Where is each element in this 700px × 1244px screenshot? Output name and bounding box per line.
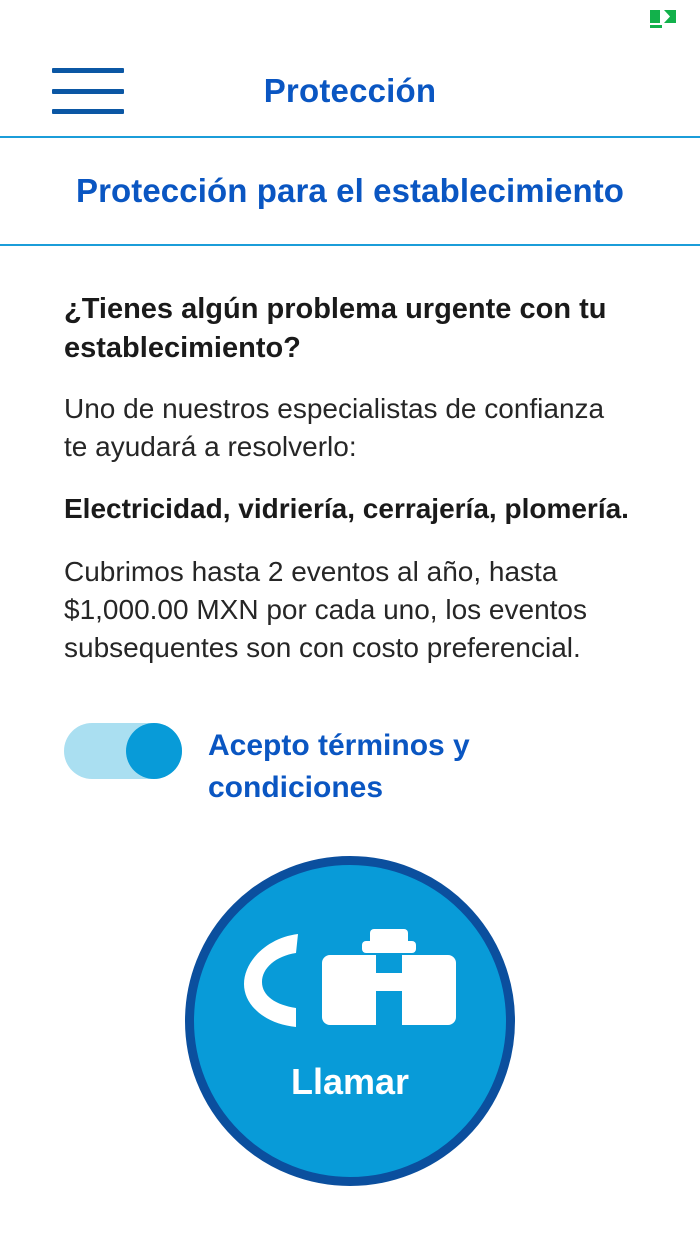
intro-text: Uno de nuestros especialistas de confianza te ayudará a resolverlo: — [64, 393, 605, 463]
phone-handset-icon — [236, 928, 314, 1037]
signal-bars-icon — [648, 8, 678, 38]
app-bar-title: Protección — [263, 72, 437, 109]
hamburger-menu-icon[interactable] — [52, 68, 124, 114]
coverage-text: Cubrimos hasta 2 eventos al año, hasta $1,000.00 MXN por cada uno, los eventos subsequentes son con costo preferencial. — [64, 555, 588, 663]
toggle-knob — [126, 723, 182, 779]
accept-terms-toggle[interactable] — [64, 723, 182, 779]
page-title: Protección para el establecimiento — [75, 172, 625, 209]
services-text: Electricidad, vidriería, cerrajería, plomería. — [64, 493, 629, 525]
accept-terms-row[interactable] — [64, 723, 636, 810]
hamburger-line — [52, 89, 124, 94]
hamburger-line — [52, 68, 124, 73]
call-button-label: Llamar — [290, 1060, 410, 1102]
call-button-wrapper — [64, 856, 636, 1186]
toolbox-icon — [314, 925, 464, 1040]
app-bar — [0, 46, 700, 138]
page-title-band — [0, 138, 700, 246]
status-bar — [0, 0, 700, 46]
main-content — [0, 246, 700, 1186]
question-heading: ¿Tienes algún problema urgente con tu establecimiento? — [64, 293, 607, 365]
accept-terms-label: Acepto términos y condiciones — [208, 728, 470, 805]
call-button-icons — [236, 923, 464, 1043]
call-button[interactable] — [185, 856, 515, 1186]
hamburger-line — [52, 109, 124, 114]
